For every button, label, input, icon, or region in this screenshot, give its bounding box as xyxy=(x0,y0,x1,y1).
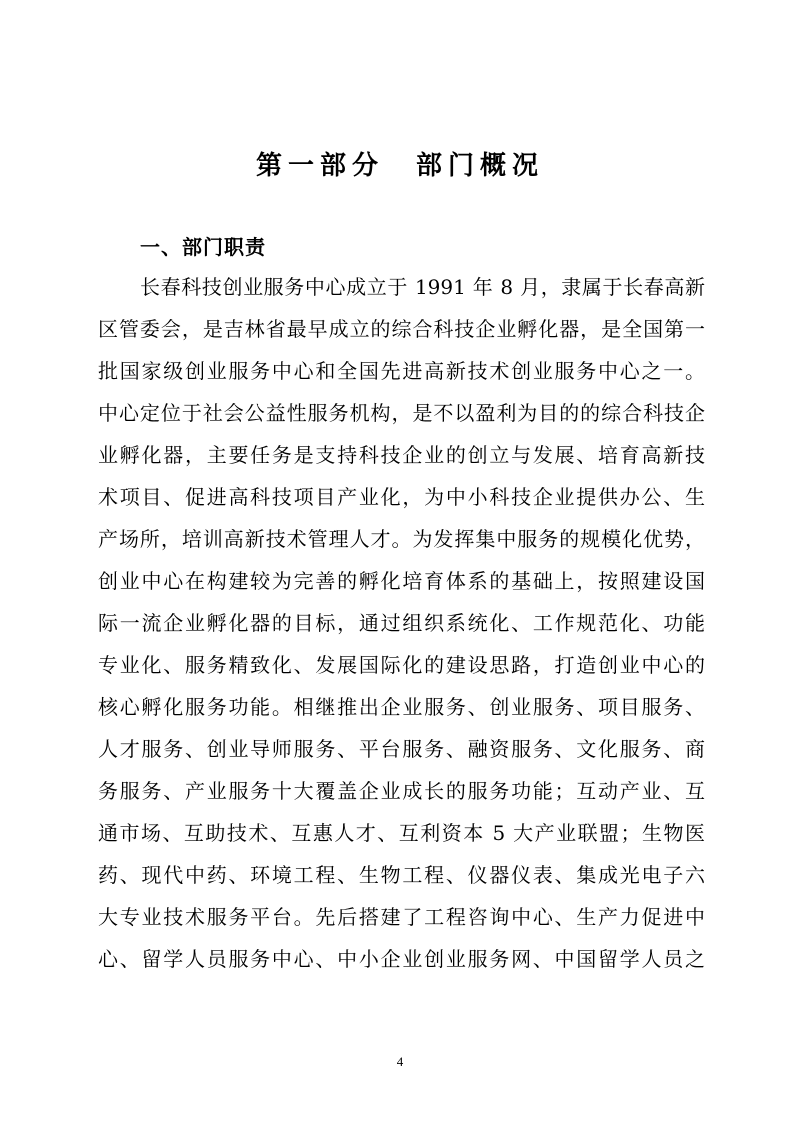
paragraph-line: 药、现代中药、环境工程、生物工程、仪器仪表、集成光电子六 xyxy=(98,863,705,887)
paragraph-line: 业孵化器，主要任务是支持科技企业的创立与发展、培育高新技 xyxy=(98,443,705,467)
paragraph-line: 专业化、服务精致化、发展国际化的建设思路，打造创业中心的 xyxy=(98,653,705,677)
paragraph-line: 通市场、互助技术、互惠人才、互利资本 5 大产业联盟；生物医 xyxy=(98,821,705,845)
paragraph-line: 区管委会，是吉林省最早成立的综合科技企业孵化器，是全国第一 xyxy=(98,317,705,341)
paragraph-line: 核心孵化服务功能。相继推出企业服务、创业服务、项目服务、 xyxy=(98,695,705,719)
paragraph-line: 批国家级创业服务中心和全国先进高新技术创业服务中心之一。 xyxy=(98,359,705,383)
paragraph-line: 产场所，培训高新技术管理人才。为发挥集中服务的规模化优势， xyxy=(98,527,705,551)
paragraph-line: 中心定位于社会公益性服务机构，是不以盈利为目的的综合科技企 xyxy=(98,401,705,425)
paragraph-line: 创业中心在构建较为完善的孵化培育体系的基础上，按照建设国 xyxy=(98,569,705,593)
document-title: 第一部分 部门概况 xyxy=(255,151,544,181)
paragraph-line: 大专业技术服务平台。先后搭建了工程咨询中心、生产力促进中 xyxy=(98,905,705,929)
paragraph-line: 心、留学人员服务中心、中小企业创业服务网、中国留学人员之 xyxy=(98,947,705,971)
paragraph-line: 术项目、促进高科技项目产业化，为中小科技企业提供办公、生 xyxy=(98,485,705,509)
paragraph-line: 人才服务、创业导师服务、平台服务、融资服务、文化服务、商 xyxy=(98,737,705,761)
page-number: 4 xyxy=(396,1054,404,1069)
paragraph-line: 际一流企业孵化器的目标，通过组织系统化、工作规范化、功能 xyxy=(98,611,705,635)
paragraph-line: 务服务、产业服务十大覆盖企业成长的服务功能；互动产业、互 xyxy=(98,779,705,803)
paragraph-line: 长春科技创业服务中心成立于 1991 年 8 月，隶属于长春高新 xyxy=(140,275,705,299)
section-heading: 一、部门职责 xyxy=(140,235,266,259)
